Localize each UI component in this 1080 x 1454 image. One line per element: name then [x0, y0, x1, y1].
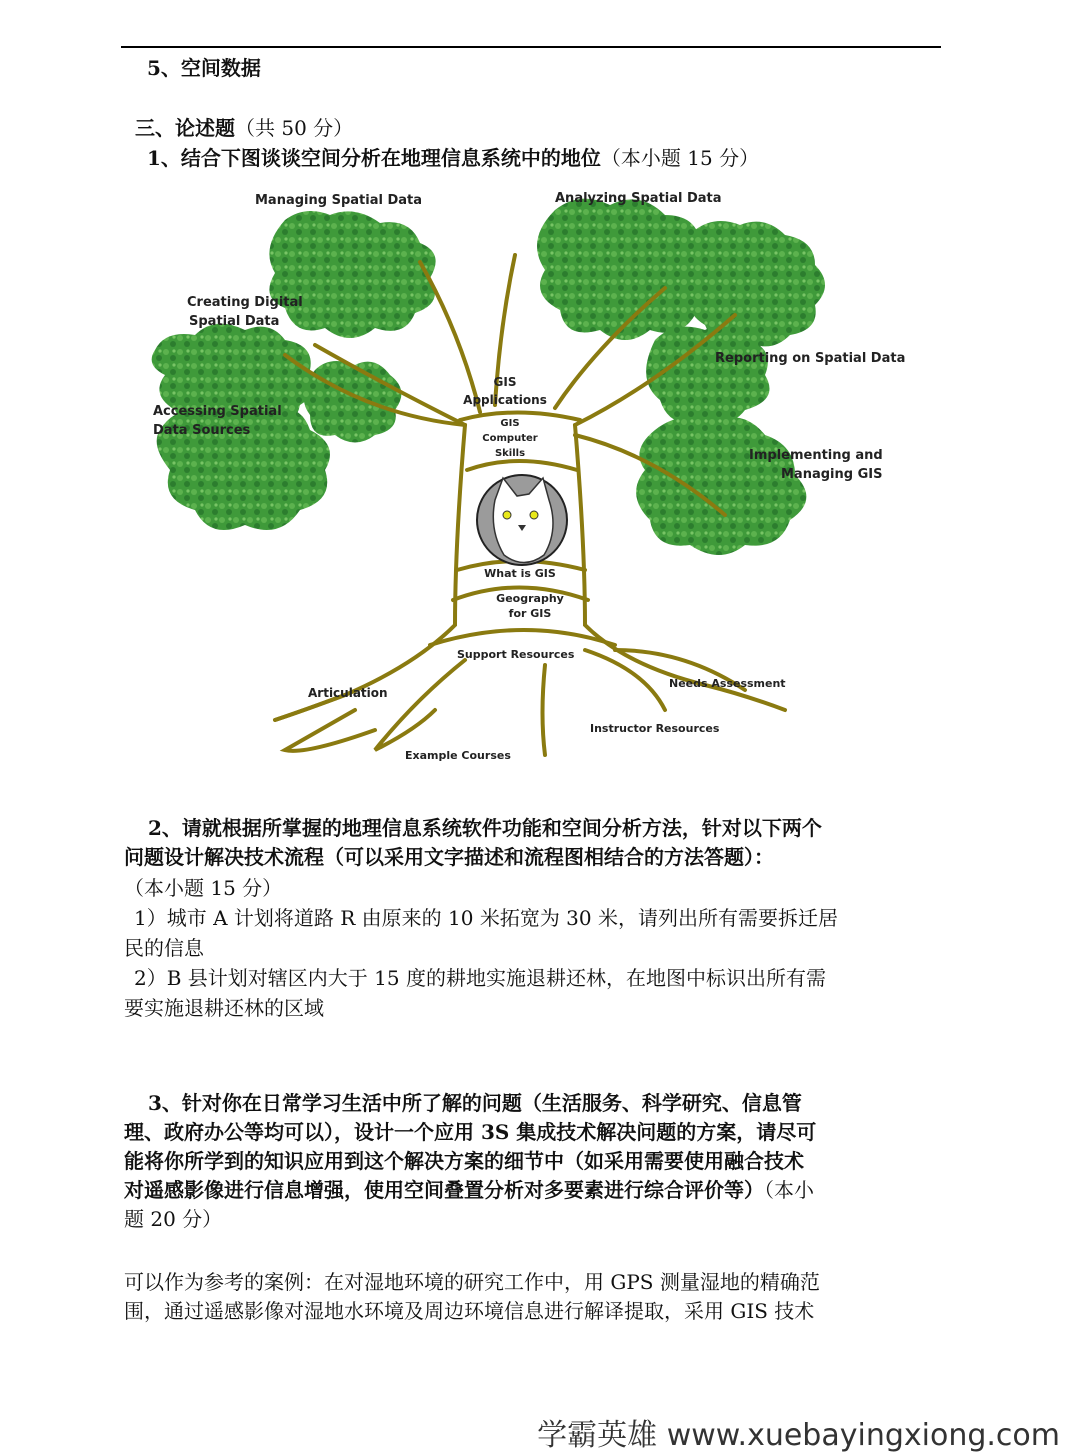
label-gis-app-1: GIS	[493, 375, 517, 389]
label-example: Example Courses	[405, 749, 511, 762]
section-3-score: （共 50 分）	[235, 116, 354, 140]
label-articulation: Articulation	[308, 686, 388, 700]
label-gis-comp-2: Computer	[482, 433, 538, 444]
question-2-sub-1b: 民的信息	[124, 936, 204, 960]
label-managing: Managing Spatial Data	[255, 193, 423, 208]
label-accessing-2: Data Sources	[153, 423, 251, 438]
question-1	[147, 144, 759, 172]
question-2-score: （本小题 15 分）	[124, 876, 283, 900]
question-2-line-2: 问题设计解决技术流程（可以采用文字描述和流程图相结合的方法答题）：	[124, 845, 774, 869]
question-2-line-1: 2、请就根据所掌握的地理信息系统软件功能和空间分析方法，针对以下两个	[148, 816, 822, 840]
label-creating-1: Creating Digital	[187, 295, 303, 310]
label-reporting: Reporting on Spatial Data	[715, 351, 906, 366]
label-analyzing: Analyzing Spatial Data	[555, 191, 722, 206]
question-3-line-4-bold: 对遥感影像进行信息增强，使用空间叠置分析对多要素进行综合评价等）	[124, 1178, 764, 1202]
label-accessing-1: Accessing Spatial	[153, 404, 282, 419]
example-case	[124, 1268, 944, 1326]
label-implementing-2: Managing GIS	[781, 467, 883, 482]
example-line-1: 可以作为参考的案例：在对湿地环境的研究工作中，用 GPS 测量湿地的精确范	[124, 1270, 820, 1294]
question-3-line-3: 能将你所学到的知识应用到这个解决方案的细节中（如采用需要使用融合技术	[124, 1149, 804, 1173]
question-1-text: 1、结合下图谈谈空间分析在地理信息系统中的地位	[147, 146, 601, 170]
gis-tree-figure	[135, 180, 950, 790]
question-3-line-2: 理、政府办公等均可以），设计一个应用 3S 集成技术解决问题的方案，请尽可	[124, 1120, 817, 1144]
header-rule	[121, 46, 941, 48]
label-gis-app-2: Applications	[463, 393, 547, 407]
question-2-sub-2b: 要实施退耕还林的区域	[124, 996, 324, 1020]
question-3-line-4	[124, 1176, 944, 1205]
label-creating-2: Spatial Data	[189, 314, 280, 329]
watermark: 学霸英雄 www.xuebayingxiong.com	[537, 1418, 1060, 1453]
question-1-score: （本小题 15 分）	[600, 146, 760, 170]
label-geography-1: Geography	[496, 592, 564, 605]
label-gis-comp-1: GIS	[500, 418, 520, 429]
question-2-sub-1a: 1）城市 A 计划将道路 R 由原来的 10 米拓宽为 30 米，请列出所有需要拆迁居	[134, 906, 838, 930]
label-instructor: Instructor Resources	[590, 722, 720, 735]
question-3-line-1: 3、针对你在日常学习生活中所了解的问题（生活服务、科学研究、信息管	[148, 1091, 802, 1115]
label-needs: Needs Assessment	[669, 677, 786, 690]
example-line-2: 围，通过遥感影像对湿地水环境及周边环境信息进行解译提取，采用 GIS 技术	[124, 1299, 815, 1323]
question-2	[124, 814, 944, 872]
label-support: Support Resources	[457, 648, 575, 661]
question-5: 5、空间数据	[147, 56, 261, 80]
question-2-sub-2a: 2）B 县计划对辖区内大于 15 度的耕地实施退耕还林，在地图中标识出所有需	[134, 966, 826, 990]
owl-medallion	[477, 475, 567, 565]
question-3-line-4-normal: （本小	[764, 1178, 814, 1202]
section-3-heading	[135, 114, 353, 142]
section-3-title: 三、论述题	[135, 116, 235, 140]
label-gis-comp-3: Skills	[494, 448, 526, 459]
question-3-line-5: 题 20 分）	[124, 1207, 223, 1231]
label-geography-2: for GIS	[508, 607, 552, 620]
question-3	[124, 1089, 944, 1234]
label-implementing-1: Implementing and	[749, 448, 883, 463]
label-what-is-gis: What is GIS	[484, 567, 556, 580]
